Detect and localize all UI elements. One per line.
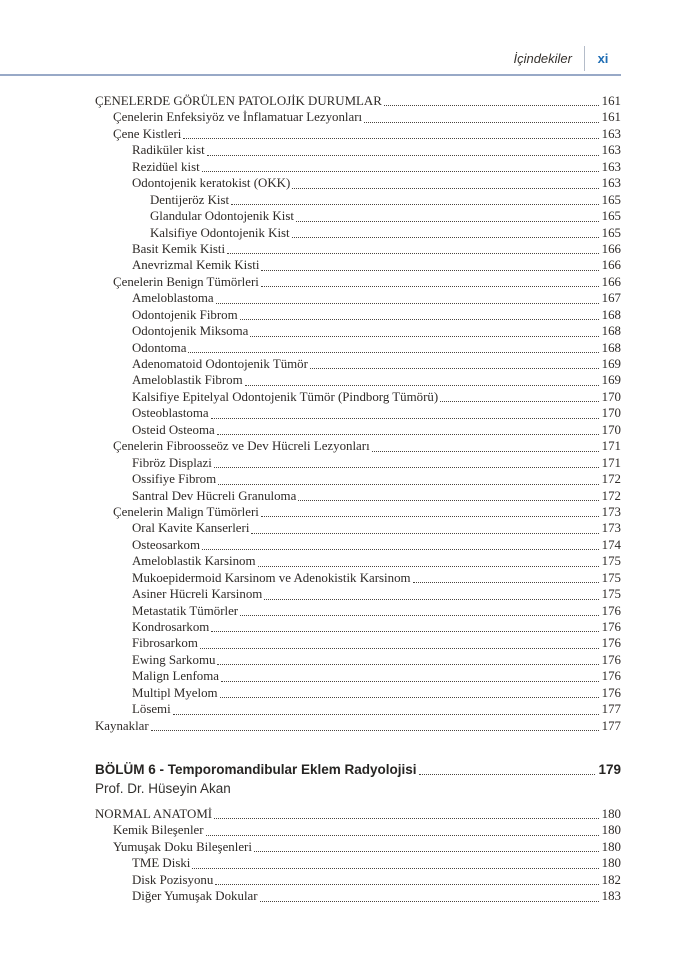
dot-leader (218, 484, 599, 485)
toc-entry (95, 142, 621, 158)
dot-leader (202, 549, 599, 550)
toc-entry-label: Ameloblastoma (132, 291, 214, 306)
toc-entry (95, 126, 621, 142)
dot-leader (227, 253, 599, 254)
toc-entry-label: Radiküler kist (132, 143, 205, 158)
dot-leader (220, 697, 599, 698)
toc-entry-label: Odontojenik Miksoma (132, 324, 249, 339)
dot-leader (214, 818, 599, 819)
toc-entry-label: Ameloblastik Karsinom (132, 554, 256, 569)
dot-leader (419, 774, 596, 775)
dot-leader (183, 138, 598, 139)
toc-entry-label: Lösemi (132, 702, 171, 717)
dot-leader (215, 884, 598, 885)
toc-entry-page-number: 175 (601, 587, 621, 602)
header-page-number: xi (597, 51, 609, 66)
toc-entry-page-number: 168 (601, 307, 621, 322)
dot-leader (151, 730, 599, 731)
toc-entry (95, 274, 621, 290)
toc-entry-page-number: 176 (601, 669, 621, 684)
toc-entry-label: Fibröz Displazi (132, 455, 212, 470)
toc-entry-page-number: 171 (601, 455, 621, 470)
dot-leader (258, 566, 599, 567)
dot-leader (372, 451, 599, 452)
toc-entry-page-number: 176 (601, 652, 621, 667)
toc-entry-label: Anevrizmal Kemik Kisti (132, 258, 260, 273)
toc-entry (95, 488, 621, 504)
toc-entry-label: TME Diski (132, 856, 191, 871)
toc-entry (95, 225, 621, 241)
toc-entry-label: Çene Kistleri (113, 126, 182, 141)
dot-leader (251, 533, 598, 534)
toc-entry (95, 635, 621, 651)
toc-entry-label: Rezidüel kist (132, 159, 200, 174)
toc-entry-page-number: 175 (601, 570, 621, 585)
toc-entry-label: ÇENELERDE GÖRÜLEN PATOLOJİK DURUMLAR (95, 94, 382, 108)
toc-entry-page-number: 177 (601, 718, 621, 733)
toc-entry-page-number: 176 (601, 685, 621, 700)
toc-entry-label: Çenelerin Fibroosseöz ve Dev Hücreli Lezyonları (113, 439, 370, 454)
dot-leader (217, 434, 599, 435)
dot-leader (384, 105, 599, 106)
dot-leader (211, 631, 598, 632)
chapter-author: Prof. Dr. Hüseyin Akan (95, 781, 231, 796)
toc-entry-page-number: 177 (601, 702, 621, 717)
toc-entry-page-number: 165 (601, 225, 621, 240)
dot-leader (298, 500, 598, 501)
toc-entry (95, 586, 621, 602)
toc-entry-page-number: 163 (601, 143, 621, 158)
dot-leader (413, 582, 599, 583)
dot-leader (254, 851, 599, 852)
toc-entry-page-number: 176 (601, 603, 621, 618)
toc-entry (95, 175, 621, 191)
toc-entry-page-number: 161 (601, 94, 621, 108)
toc-entry (95, 872, 621, 888)
toc-entry-label: Kalsifiye Epitelyal Odontojenik Tümör (Pindborg Tümörü) (132, 389, 439, 404)
dot-leader (260, 901, 599, 902)
toc-entry-label: Ossifiye Fibrom (132, 472, 217, 487)
running-header (513, 46, 621, 71)
toc-entry-label: Ewing Sarkomu (132, 652, 216, 667)
toc-entry-page-number: 183 (601, 889, 621, 904)
toc-entry-label: Santral Dev Hücreli Granuloma (132, 488, 297, 503)
toc-entry (95, 109, 621, 125)
toc-entry (95, 422, 621, 438)
dot-leader (264, 599, 598, 600)
toc-entry (95, 822, 621, 838)
toc-entry-label: Diğer Yumuşak Dokular (132, 889, 258, 904)
dot-leader (202, 171, 599, 172)
toc-entry (95, 520, 621, 536)
toc-entry (95, 372, 621, 388)
dot-leader (240, 615, 599, 616)
toc-entry-page-number: 182 (601, 872, 621, 887)
toc-entry-label: Asiner Hücreli Karsinom (132, 587, 263, 602)
toc-entry-label: Ameloblastik Fibrom (132, 373, 243, 388)
toc-entry-page-number: 163 (601, 126, 621, 141)
toc-entry (95, 192, 621, 208)
toc-entry-label: Dentijeröz Kist (150, 192, 230, 207)
toc-entry (95, 455, 621, 471)
toc-entry-label: Malign Lenfoma (132, 669, 219, 684)
dot-leader (231, 204, 599, 205)
toc-entry-label: Disk Pozisyonu (132, 872, 214, 887)
toc-entry (95, 619, 621, 635)
dot-leader (245, 385, 599, 386)
toc-entry-label: Adenomatoid Odontojenik Tümör (132, 357, 308, 371)
toc-entry-label: Osteid Osteoma (132, 422, 215, 437)
header-rule (0, 74, 621, 76)
toc-entry-label: Basit Kemik Kisti (132, 241, 226, 256)
toc-entry-page-number: 166 (601, 274, 621, 289)
toc-entry-page-number: 167 (601, 291, 621, 306)
toc-entry-page-number: 163 (601, 159, 621, 174)
toc-entry (95, 93, 621, 109)
toc-entry (95, 405, 621, 421)
toc-entry (95, 701, 621, 717)
dot-leader (261, 516, 599, 517)
toc-entry-label: Osteoblastoma (132, 406, 209, 421)
dot-leader (440, 401, 599, 402)
toc-entry (95, 471, 621, 487)
dot-leader (206, 835, 599, 836)
dot-leader (173, 714, 599, 715)
toc-entry (95, 652, 621, 668)
dot-leader (364, 122, 599, 123)
toc-entry (95, 438, 621, 454)
dot-leader (188, 352, 598, 353)
toc-entry-page-number: 180 (601, 807, 621, 821)
chapter-title: BÖLÜM 6 - Temporomandibular Eklem Radyolojisi (95, 762, 417, 777)
dot-leader (240, 319, 599, 320)
toc-entry-label: Çenelerin Benign Tümörleri (113, 274, 259, 289)
chapter-heading-block (95, 761, 621, 797)
dot-leader (250, 336, 598, 337)
toc-entry (95, 668, 621, 684)
toc-entry-label: Yumuşak Doku Bileşenleri (113, 839, 252, 854)
chapter-title-row (95, 761, 621, 778)
dot-leader (261, 286, 599, 287)
toc-entry (95, 257, 621, 273)
toc-entry-label: Oral Kavite Kanserleri (132, 521, 250, 536)
toc-entry (95, 570, 621, 586)
toc-entry-label: Osteosarkom (132, 537, 201, 552)
toc-entry (95, 290, 621, 306)
dot-leader (214, 467, 599, 468)
toc-entry (95, 855, 621, 871)
toc-entry (95, 718, 621, 734)
toc-entry-page-number: 180 (601, 823, 621, 838)
toc-entry-label: Metastatik Tümörler (132, 603, 239, 618)
toc-entry (95, 340, 621, 356)
toc-entry-page-number: 173 (601, 521, 621, 536)
toc-entry-page-number: 176 (601, 620, 621, 634)
toc-entry (95, 241, 621, 257)
chapter-page-number: 179 (598, 762, 621, 777)
toc-entry-label: Multipl Myelom (132, 685, 218, 700)
toc-entry-label: Glandular Odontojenik Kist (150, 209, 294, 224)
toc-entry (95, 504, 621, 520)
toc-entry-page-number: 172 (601, 472, 621, 487)
toc-entry (95, 356, 621, 372)
toc-entry-label: Odontojenik keratokist (OKK) (132, 176, 291, 191)
toc-entry-label: Mukoepidermoid Karsinom ve Adenokistik Karsinom (132, 570, 411, 585)
toc-entry-page-number: 172 (601, 488, 621, 503)
dot-leader (292, 188, 598, 189)
dot-leader (292, 237, 599, 238)
toc-entry-label: Kaynaklar (95, 718, 149, 733)
dot-leader (221, 681, 599, 682)
toc-entry-page-number: 168 (601, 340, 621, 355)
toc-entry-page-number: 169 (601, 373, 621, 388)
toc-entry-page-number: 168 (601, 324, 621, 339)
toc-entry (95, 208, 621, 224)
toc-entry-page-number: 174 (601, 537, 621, 552)
toc-entry-page-number: 166 (601, 258, 621, 273)
toc-entry-label: NORMAL ANATOMİ (95, 807, 213, 821)
dot-leader (211, 418, 599, 419)
toc-entry (95, 603, 621, 619)
toc-entry-label: Odontoma (132, 340, 187, 355)
toc-entry (95, 537, 621, 553)
toc-entry-label: Kondrosarkom (132, 620, 210, 634)
toc-entry-label: Odontojenik Fibrom (132, 307, 238, 322)
dot-leader (310, 368, 599, 369)
toc-entry-label: Fibrosarkom (132, 636, 198, 651)
toc-entry-page-number: 169 (601, 357, 621, 371)
dot-leader (296, 221, 599, 222)
toc-entry-label: Çenelerin Enfeksiyöz ve İnflamatuar Lezyonları (113, 110, 363, 125)
dot-leader (207, 155, 599, 156)
toc-entry-page-number: 176 (601, 636, 621, 651)
toc-entry (95, 685, 621, 701)
toc-entry-page-number: 170 (601, 406, 621, 421)
toc-section-tmj (95, 806, 621, 905)
toc-entry (95, 159, 621, 175)
dot-leader (216, 303, 599, 304)
toc-entry (95, 806, 621, 822)
toc-entry (95, 307, 621, 323)
toc-entry-page-number: 170 (601, 422, 621, 437)
dot-leader (192, 868, 598, 869)
toc-entry-page-number: 180 (601, 856, 621, 871)
toc-entry (95, 839, 621, 855)
toc-entry-page-number: 161 (601, 110, 621, 125)
toc-entry-label: Kemik Bileşenler (113, 823, 204, 838)
toc-entry-page-number: 165 (601, 209, 621, 224)
dot-leader (217, 664, 598, 665)
toc-entry (95, 389, 621, 405)
toc-entry-page-number: 170 (601, 389, 621, 404)
toc-entry-page-number: 171 (601, 439, 621, 454)
toc-entry-page-number: 163 (601, 176, 621, 191)
toc-entry-label: Kalsifiye Odontojenik Kist (150, 225, 290, 240)
toc-entry-page-number: 166 (601, 241, 621, 256)
toc-entry (95, 323, 621, 339)
running-header-title: İçindekiler (513, 51, 572, 66)
toc-entry-label: Çenelerin Malign Tümörleri (113, 504, 259, 519)
toc-entry (95, 888, 621, 904)
toc-section-pathology (95, 93, 621, 734)
dot-leader (200, 648, 599, 649)
dot-leader (261, 270, 598, 271)
toc-entry-page-number: 180 (601, 839, 621, 854)
toc-entry (95, 553, 621, 569)
toc-entry-page-number: 173 (601, 504, 621, 519)
toc-entry-page-number: 175 (601, 554, 621, 569)
toc-entry-page-number: 165 (601, 192, 621, 207)
